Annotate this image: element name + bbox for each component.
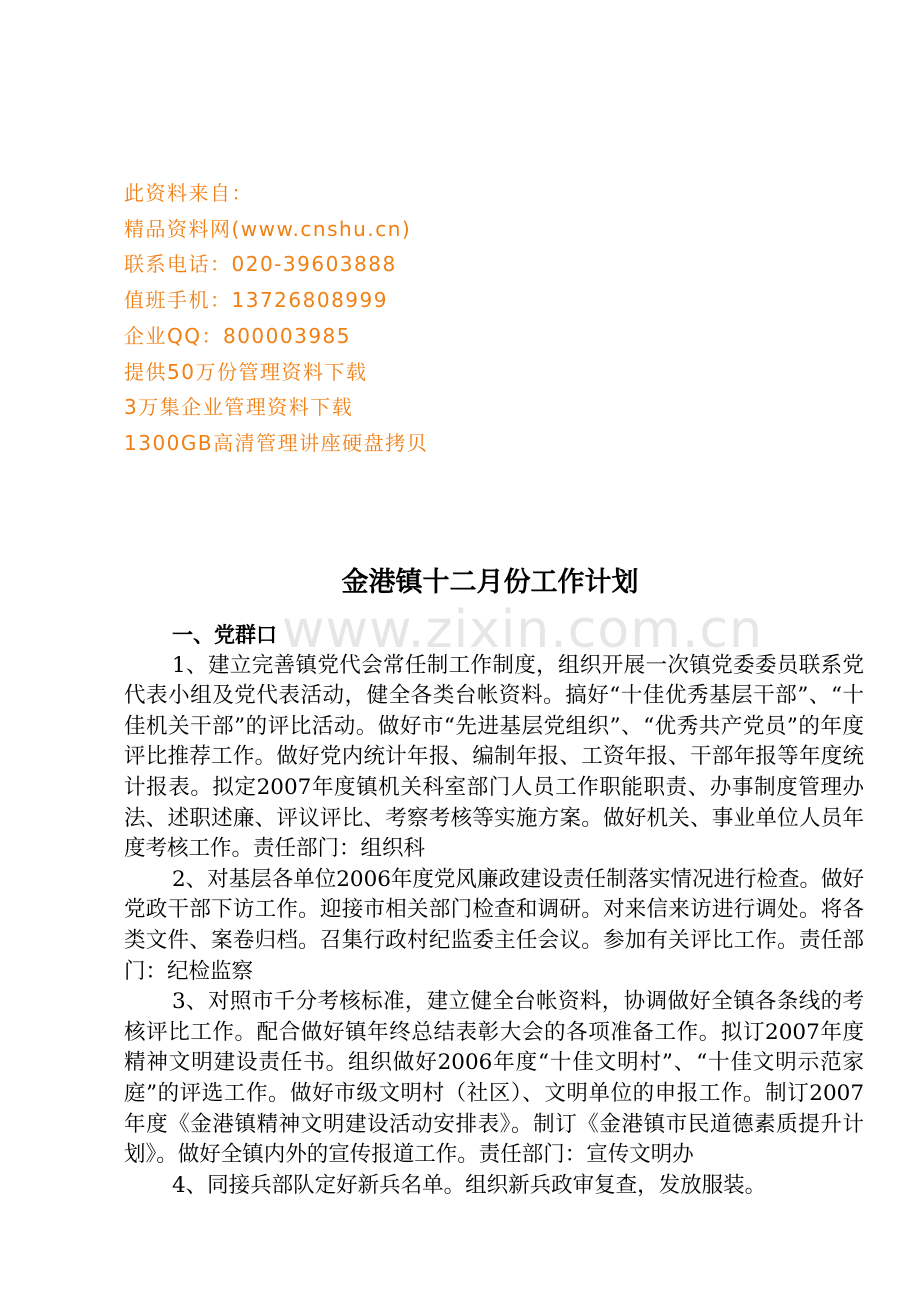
ad-line-offer-1: 提供50万份管理资料下载 [124,359,368,384]
ad-line-offer-2: 3万集企业管理资料下载 [124,395,354,420]
ad-line-website: 精品资料网(www.cnshu.cn) [124,216,412,241]
watermark: www.zixin.com.cn [282,600,763,660]
ad-line-qq: 企业QQ：800003985 [124,323,352,348]
ad-line-offer-3: 1300GB高清管理讲座硬盘拷贝 [124,430,429,455]
document-body [124,620,864,1201]
source-ad-block [124,176,684,462]
document-title: 金港镇十二月份工作计划 [341,567,639,598]
paragraph-1: 1、建立完善镇党代会常任制工作制度，组织开展一次镇党委委员联系党代表小组及党代表活动，健全各类台帐资料。搞好“十佳优秀基层干部”、“十佳机关干部”的评比活动。做好市“先进基层党组织”、“优秀共产党员”的年度评比推荐工作。做好党内统计年报、编制年报、工资年报、干部年报等年度统计报表。拟定2007年度镇机关科室部门人员工作职能职责、办事制度管理办法、述职述廉、评议评比、考察考核等实施方案。做好机关、事业单位人员年度考核工作。责任部门：组织科 [124,652,864,862]
ad-line-phone: 联系电话：020-39603888 [124,252,397,277]
paragraph-3: 3、对照市千分考核标准，建立健全台帐资料，协调做好全镇各条线的考核评比工作。配合做好镇年终总结表彰大会的各项准备工作。拟订2007年度精神文明建设责任书。组织做好2006年度“十佳文明村”、“十佳文明示范家庭”的评选工作。做好市级文明村（社区）、文明单位的申报工作。制订2007年度《金港镇精神文明建设活动安排表》。制订《金港镇市民道德素质提升计划》。做好全镇内外的宣传报道工作。责任部门：宣传文明办 [124,989,864,1168]
paragraph-4: 4、同接兵部队定好新兵名单。组织新兵政审复查，发放服装。 [172,1172,767,1198]
ad-line-mobile: 值班手机：13726808999 [124,288,388,313]
paragraph-2: 2、对基层各单位2006年度党风廉政建设责任制落实情况进行检查。做好党政干部下访工作。迎接市相关部门检查和调研。对来信来访进行调处。将各类文件、案卷归档。召集行政村纪监委主任会议。参加有关评比工作。责任部门：纪检监察 [124,866,864,984]
ad-line-source: 此资料来自： [124,181,253,205]
section-heading: 一、党群口 [172,623,277,647]
